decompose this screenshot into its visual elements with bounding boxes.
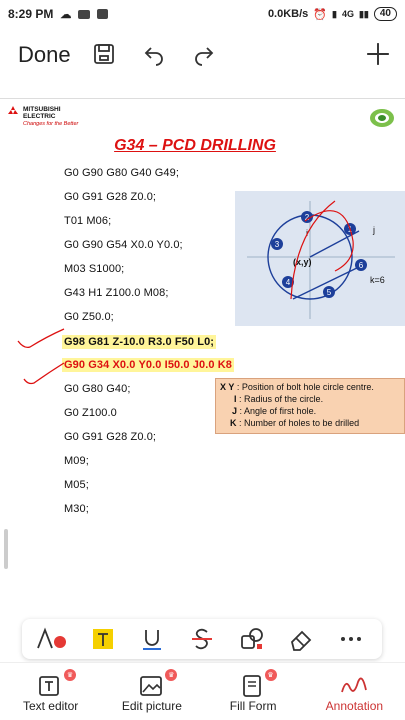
annotation-icon (340, 673, 368, 699)
logo-line2: ELECTRIC (23, 113, 56, 120)
eco-logo-icon (367, 107, 397, 129)
code-line: G43 H1 Z100.0 M08; (64, 287, 169, 299)
code-line: G0 G90 G80 G40 G49; (64, 167, 180, 179)
code-line: M05; (64, 479, 89, 491)
document-page (0, 98, 405, 618)
legend-row: K : Number of holes to be drilled (230, 418, 360, 428)
premium-badge-icon: ♛ (64, 669, 76, 681)
tab-edit-picture[interactable] (101, 663, 202, 720)
alarm-icon: ⏰ (313, 8, 327, 21)
tab-fill-form[interactable] (203, 663, 304, 720)
shapes-icon[interactable] (234, 623, 270, 655)
highlighted-code-line-red: G90 G34 X0.0 Y0.0 I50.0 J0.0 K8 (64, 359, 233, 371)
svg-text:k=6: k=6 (370, 275, 385, 285)
code-line: G0 G80 G40; (64, 383, 131, 395)
fill-form-icon (240, 673, 266, 699)
video-icon (97, 9, 108, 19)
svg-text:5: 5 (326, 288, 332, 297)
underline-icon[interactable] (134, 623, 170, 655)
message-icon (78, 10, 90, 19)
code-line: M30; (64, 503, 89, 515)
page-title: G34 – PCD DRILLING (114, 137, 276, 154)
status-time: 8:29 PM (8, 7, 54, 21)
signal-bars-icon: ▮▮ (358, 8, 369, 19)
done-button[interactable]: Done (18, 42, 71, 67)
premium-badge-icon: ♛ (165, 669, 177, 681)
svg-text:3: 3 (274, 240, 280, 249)
tab-annotation[interactable] (304, 663, 405, 720)
network-speed: 0.0KB/s (267, 8, 309, 20)
svg-text:(x,y): (x,y) (293, 257, 312, 267)
legend-box (215, 378, 405, 434)
signal-icon: ▮ (332, 8, 337, 19)
battery-indicator: 40 (374, 7, 397, 21)
svg-text:1: 1 (347, 225, 353, 234)
text-editor-icon (38, 673, 64, 699)
svg-text:6: 6 (358, 261, 364, 270)
annotation-toolbar (22, 619, 382, 659)
pcd-diagram (235, 191, 405, 326)
scrollbar[interactable] (4, 529, 8, 569)
legend-row: X Y : Position of bolt hole circle centre. (220, 382, 374, 392)
code-line: G0 G90 G54 X0.0 Y0.0; (64, 239, 183, 251)
more-icon[interactable] (333, 623, 369, 655)
code-line: G0 G91 G28 Z0.0; (64, 431, 157, 443)
svg-text:2: 2 (304, 213, 310, 222)
svg-text:j: j (373, 225, 375, 235)
code-line: T01 M06; (64, 215, 112, 227)
legend-row: I : Radius of the circle. (234, 394, 324, 404)
diamond-logo-icon (6, 106, 20, 118)
code-line: M09; (64, 455, 89, 467)
undo-icon[interactable] (140, 40, 168, 68)
check-mark-annotation (16, 327, 66, 351)
network-type: 4G (341, 9, 354, 19)
highlight-icon[interactable] (85, 623, 121, 655)
logo-tagline: Changes for the Better (23, 121, 79, 127)
strikethrough-icon[interactable] (184, 623, 220, 655)
code-line: G0 Z100.0 (64, 407, 117, 419)
bottom-nav (0, 662, 405, 720)
code-line: M03 S1000; (64, 263, 125, 275)
tab-label: Edit picture (121, 699, 182, 713)
pen-icon[interactable] (35, 623, 71, 655)
mitsubishi-logo (6, 106, 78, 127)
redo-icon[interactable] (190, 40, 218, 68)
highlighted-code-line: G98 G81 Z-10.0 R3.0 F50 L0; (64, 336, 215, 348)
code-line: G0 G91 G28 Z0.0; (64, 191, 157, 203)
check-mark-annotation (22, 361, 66, 387)
tab-text-editor[interactable] (0, 663, 101, 720)
cloud-icon: ☁ (60, 8, 72, 21)
eraser-icon[interactable] (283, 623, 319, 655)
add-icon[interactable] (364, 40, 392, 68)
premium-badge-icon: ♛ (265, 669, 277, 681)
tab-label: Fill Form (229, 699, 277, 713)
tab-label: Text editor (22, 699, 79, 713)
save-icon[interactable] (90, 40, 118, 68)
code-line: G0 Z50.0; (64, 311, 114, 323)
logo-line1: MITSUBISHI (23, 106, 61, 113)
tab-label: Annotation (325, 699, 384, 713)
legend-row: J : Angle of first hole. (232, 406, 317, 416)
status-bar (0, 0, 405, 28)
svg-text:i: i (306, 228, 308, 238)
svg-text:4: 4 (285, 278, 291, 287)
edit-picture-icon (139, 673, 165, 699)
